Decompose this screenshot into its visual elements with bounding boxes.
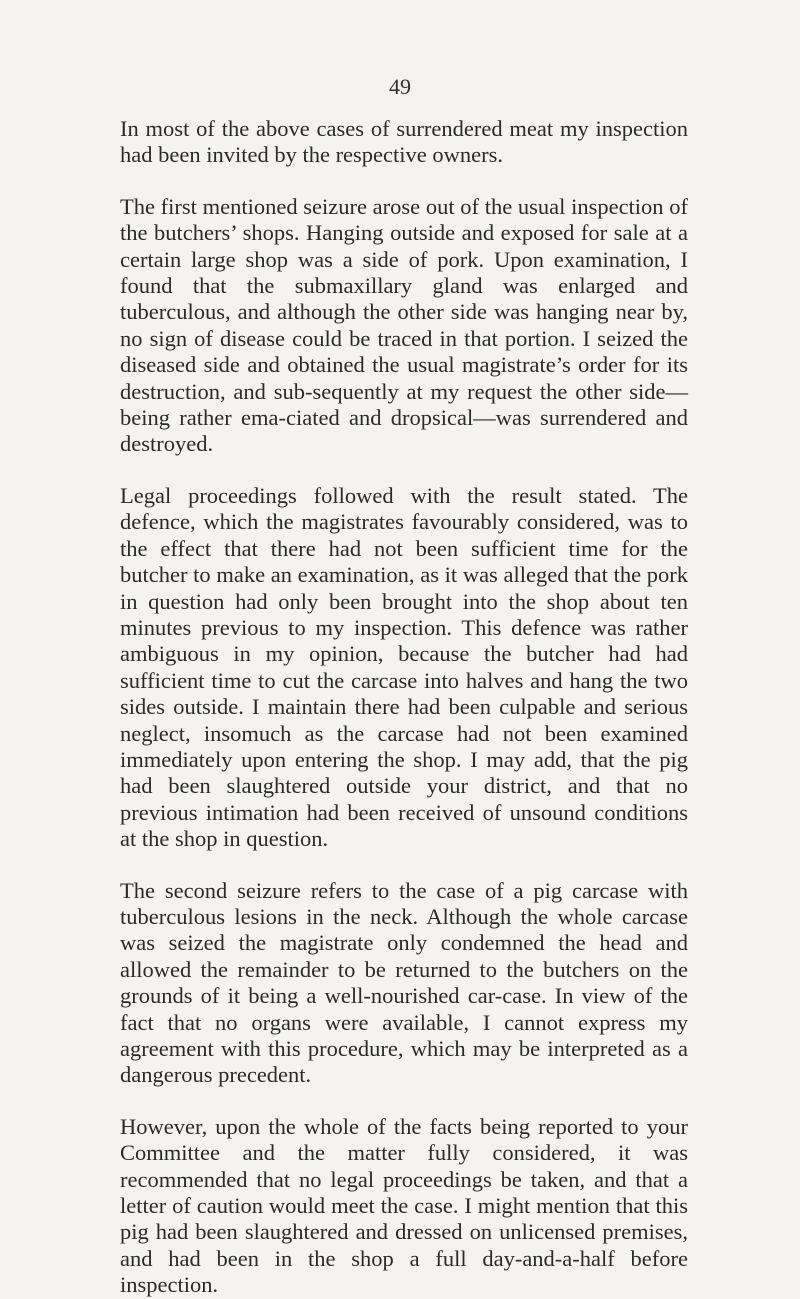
page-number: 49 (389, 74, 411, 99)
paragraph-intro: In most of the above cases of surrendered meat my inspection had been invited by the respective owners. (120, 116, 688, 168)
paragraph-committee-report: However, upon the whole of the facts being reported to your Committee and the matter fully considered, it was recommended that no legal proceedings be taken, and that a letter of caution would meet the case. I might mention that this pig had been slaughtered and dressed on unlicensed premises, and had been in the shop a full day-and-a-half before inspection. (120, 1113, 688, 1298)
paragraph-legal-proceedings: Legal proceedings followed with the result stated. The defence, which the magistrates favourably considered, was to the effect that there had not been sufficient time for the butcher to make an examination, as it was alleged that the pork in question had only been brought into the shop about ten minutes previous to my inspection. This defence was rather ambiguous in my opinion, because the butcher had had sufficient time to cut the carcase into halves and hang the two sides outside. I maintain there had been culpable and serious neglect, insomuch as the carcase had not been examined immediately upon entering the shop. I may add, that the pig had been slaughtered outside your district, and that no previous intimation had been received of unsound conditions at the shop in question. (120, 482, 688, 852)
paragraph-second-seizure: The second seizure refers to the case of a pig carcase with tuberculous lesions in the neck. Although the whole carcase was seized the magistrate only condemned the head and allowed the remainder to be returned to the butchers on the grounds of it being a well-nourished car-case. In view of the fact that no organs were available, I cannot express my agreement with this procedure, which may be interpreted as a dangerous precedent. (120, 877, 688, 1088)
paragraph-first-seizure: The first mentioned seizure arose out of the usual inspection of the butchers’ shops. Hanging outside and exposed for sale at a certain large shop was a side of pork. Upon examination, I found that the submaxillary gland was enlarged and tuberculous, and although the other side was hanging near by, no sign of disease could be traced in that portion. I seized the diseased side and obtained the usual magistrate’s order for its destruction, and sub-sequently at my request the other side—being rather ema-ciated and dropsical—was surrendered and destroyed. (120, 193, 688, 457)
body-text (120, 116, 688, 1299)
